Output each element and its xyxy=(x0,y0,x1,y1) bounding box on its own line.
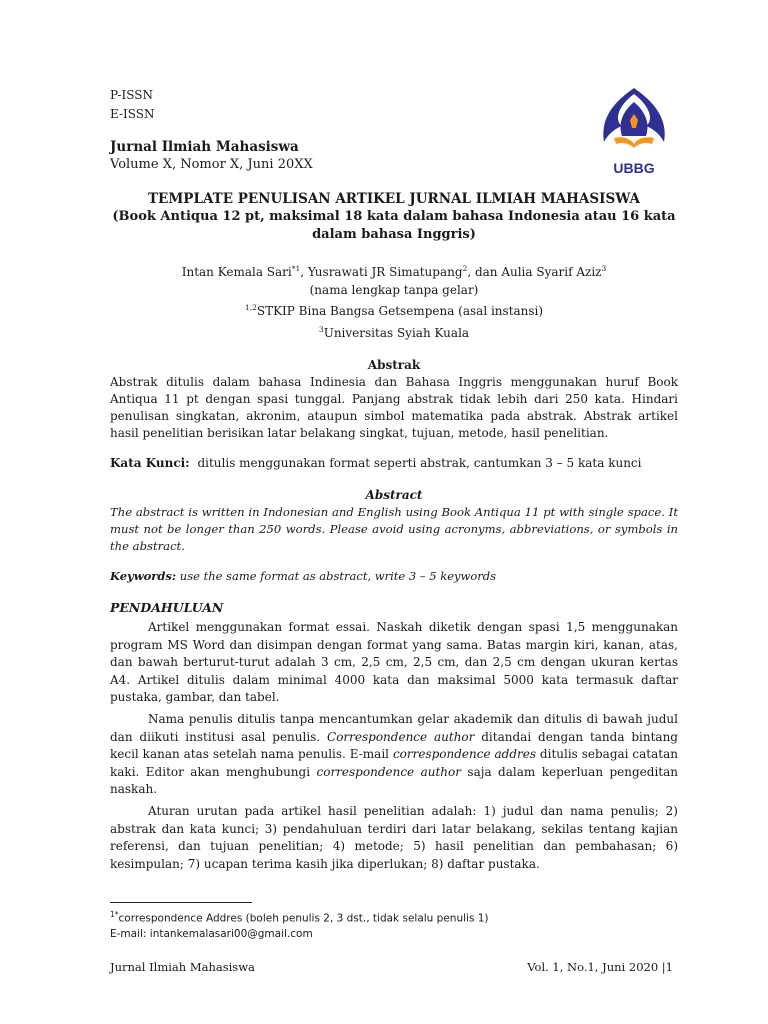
footnote xyxy=(110,907,489,942)
journal-name: Jurnal Ilmiah Mahasiswa xyxy=(110,139,299,155)
paragraph-3-text: Aturan urutan pada artikel hasil penelitian adalah: 1) judul dan nama penulis; 2) abstrak dan kata kunci; 3) pendahuluan terdiri dari latar belakang, sekilas tentang kajian referensi, dan tujuan penelitian; 4) metode; 5) hasil penelitian dan pembahasan; 6) kesimpulan; 7) ucapan terima kasih jika diperlukan; 8) daftar pustaka. xyxy=(110,804,678,871)
footnote-divider xyxy=(110,902,252,903)
title-sub: (Book Antiqua 12 pt, maksimal 18 kata dalam bahasa Indonesia atau 16 kata dalam bahasa Inggris) xyxy=(112,209,676,242)
footnote-sup: 1* xyxy=(110,910,119,919)
affiliation-1-text: STKIP Bina Bangsa Getsempena (asal instansi) xyxy=(256,304,544,318)
abstract-body: The abstract is written in Indonesian and English using Book Antiqua 11 pt with single space. It must not be longer than 250 words. Please avoid using acronyms, abbreviations, or symbols in the abstract. xyxy=(110,505,678,553)
pendahuluan-paragraph-3 xyxy=(110,803,678,873)
affiliation-2-text: Universitas Syiah Kuala xyxy=(323,325,470,340)
kata-kunci-label: Kata Kunci: xyxy=(110,456,190,470)
affiliation-2-sup: 3 xyxy=(318,324,324,334)
abstrak-heading: Abstrak xyxy=(367,358,421,372)
footer-page-info: Vol. 1, No.1, Juni 2020 |1 xyxy=(527,960,673,974)
paragraph-2-text xyxy=(110,711,678,799)
journal-volume: Volume X, Nomor X, Juni 20XX xyxy=(110,157,313,172)
authors-block xyxy=(110,260,678,342)
p2-part-e: ditulis sebagai catatan kaki. Editor akan menghubungi xyxy=(110,747,678,779)
pendahuluan-paragraph-1 xyxy=(110,619,678,707)
footnote-line-1 xyxy=(110,907,489,927)
affiliation-2 xyxy=(110,321,678,343)
author-3: Aulia Syarif Aziz xyxy=(501,265,602,279)
keywords-text: use the same format as abstract, write 3 – 5 keywords xyxy=(179,569,497,583)
p2-part-d: correspondence addres xyxy=(392,747,537,761)
pendahuluan-paragraph-2 xyxy=(110,711,678,799)
pendahuluan-heading: PENDAHULUAN xyxy=(110,600,224,615)
footnote-line-1-text: correspondence Addres (boleh penulis 2, 3 dst., tidak selalu penulis 1) xyxy=(118,912,489,925)
p2-part-g: saja dalam keperluan pengeditan naskah. xyxy=(110,764,679,796)
title-main: TEMPLATE PENULISAN ARTIKEL JURNAL ILMIAH MAHASISWA xyxy=(148,191,640,207)
abstract-heading: Abstract xyxy=(365,488,423,502)
ubbg-logo xyxy=(592,84,676,180)
abstrak-body: Abstrak ditulis dalam bahasa Indinesia dan Bahasa Inggris menggunakan huruf Book Antiqua 11 pt dengan spasi tunggal. Panjang abstrak tidak lebih dari 250 kata. Hindari penulisan singkatan, akronim, ataupun simbol matematika pada abstrak. Abstrak artikel hasil penelitian berisikan latar belakang singkat, tujuan, metode, hasil penelitian. xyxy=(110,375,678,440)
author-line xyxy=(110,260,678,282)
author-note: (nama lengkap tanpa gelar) xyxy=(309,282,479,297)
eissn-label: E-ISSN xyxy=(110,107,155,121)
footnote-email: E-mail: intankemalasari00@gmail.com xyxy=(110,927,313,940)
article-title xyxy=(110,190,678,244)
author-sep-1: , xyxy=(300,265,308,279)
affiliation-1-sup: 1,2 xyxy=(244,303,257,312)
p2-part-c: ditandai dengan tanda bintang kecil kanan atas setelah nama penulis. E-mail xyxy=(110,729,678,761)
p2-part-a: Nama penulis ditulis tanpa mencantumkan gelar akademik dan ditulis di bawah judul dan diikuti institusi asal penulis. xyxy=(110,712,678,744)
affiliation-1 xyxy=(110,299,678,321)
keywords xyxy=(110,569,678,583)
kata-kunci-text: ditulis menggunakan format seperti abstrak, cantumkan 3 – 5 kata kunci xyxy=(197,456,642,470)
p2-part-b: Correspondence author xyxy=(327,729,475,744)
author-1-sup: *1 xyxy=(291,264,301,273)
logo-text: UBBG xyxy=(613,160,655,176)
footer-journal-name: Jurnal Ilmiah Mahasiswa xyxy=(110,960,255,974)
keywords-label: Keywords: xyxy=(110,569,177,583)
pissn-label: P-ISSN xyxy=(110,88,153,102)
p2-part-f: correspondence author xyxy=(316,764,461,779)
issn-block xyxy=(110,86,155,124)
author-sep-2: , dan xyxy=(467,265,502,279)
kata-kunci xyxy=(110,456,678,470)
author-2-sup: 2 xyxy=(462,264,468,273)
paragraph-1-text: Artikel menggunakan format essai. Naskah diketik dengan spasi 1,5 menggunakan program MS Word dan disimpan dengan format yang sama. Batas margin kiri, kanan, atas, dan bawah berturut-turut adalah 3 cm, 2,5 cm, 2,5 cm, dan 2,5 cm dengan ukuran kertas A4. Artikel ditulis dalam minimal 4000 kata dan maksimal 5000 kata termasuk daftar pustaka, gambar, dan tabel. xyxy=(110,620,678,704)
author-3-sup: 3 xyxy=(601,264,607,273)
author-2: Yusrawati JR Simatupang xyxy=(307,265,463,279)
author-1: Intan Kemala Sari xyxy=(181,265,292,279)
